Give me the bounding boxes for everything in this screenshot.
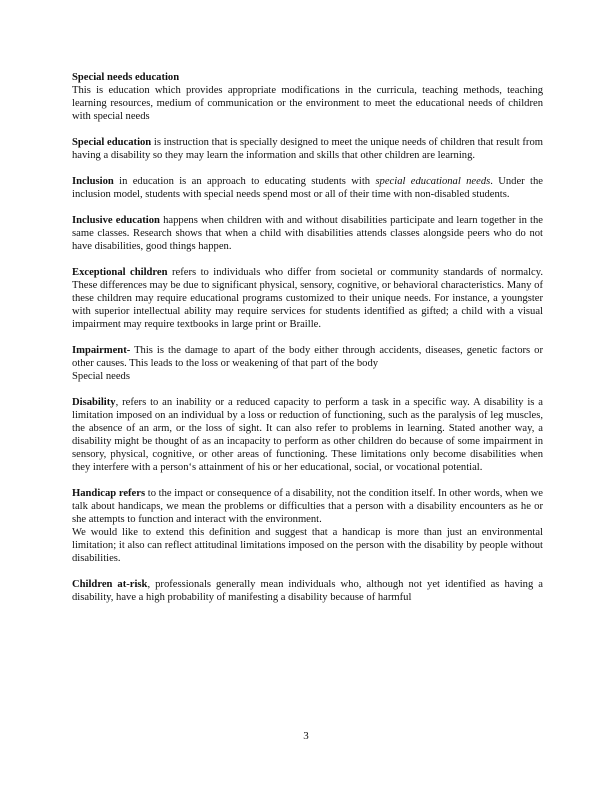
section-special-education bbox=[72, 136, 543, 162]
section-body bbox=[72, 396, 543, 474]
section-impairment bbox=[72, 344, 543, 383]
section-text: , professionals generally mean individuals who, although not yet identified as having a disability, have a high probability of manifesting a disability because of harmful bbox=[72, 579, 543, 603]
section-body bbox=[72, 344, 543, 370]
trailing-line: Special needs bbox=[72, 371, 130, 382]
section-body bbox=[72, 578, 543, 604]
section-body bbox=[72, 175, 543, 201]
section-body bbox=[72, 487, 543, 526]
defined-term: Children at-risk bbox=[72, 579, 148, 590]
defined-term: Disability bbox=[72, 397, 116, 408]
defined-term: Inclusive education bbox=[72, 215, 160, 226]
defined-term: Inclusion bbox=[72, 176, 114, 187]
section-children-at-risk bbox=[72, 578, 543, 604]
section-disability bbox=[72, 396, 543, 474]
italic-phrase: special educational needs bbox=[375, 176, 491, 187]
section-body bbox=[72, 84, 543, 123]
section-text: refers to individuals who differ from societal or community standards of normalcy. These differences may be due to significant physical, sensory, cognitive, or behavioral characteristics. Many of these children may require educational programs customized to their unique needs. For instance, a youngster with superior intellectual ability may require services for students identified as gifted; a child with a visual impairment may require textbooks in large print or Braille. bbox=[72, 267, 544, 330]
section-handicap bbox=[72, 487, 543, 565]
section-inclusion bbox=[72, 175, 543, 201]
section-text: in education is an approach to educating students with bbox=[113, 176, 376, 187]
section-text: This is the damage to apart of the body either through accidents, diseases, genetic factors or other causes. This leads to the loss or weakening of that part of the body bbox=[72, 345, 543, 369]
section-text: happens when children with and without disabilities participate and learn together in the same classes. Research shows that when a child with disabilities attends classes alongside peers who do not have disabilities, good things happen. bbox=[72, 215, 543, 252]
defined-term: Impairment- bbox=[72, 345, 131, 356]
section-inclusive-education bbox=[72, 214, 543, 253]
section-exceptional-children bbox=[72, 266, 543, 331]
defined-term: Handicap refers bbox=[72, 488, 146, 499]
section-text: , refers to an inability or a reduced capacity to perform a task in a specific way. A disability is a limitation imposed on an individual by a loss or reduction of functioning, such as the paralysis of leg muscles, the absence of an arm, or the loss of sight. It can also refer to problems in learning. Stated another way, a disability might be thought of as an incapacity to perform as other children do because of some impairment in sensory, physical, cognitive, or other areas of functioning. These limitations only become disabilities when they interfere with a person‘s attainment of his or her educational, social, or vocational potential. bbox=[72, 397, 543, 473]
section-text: is instruction that is specially designed to meet the unique needs of children that result from having a disability so they may learn the information and skills that other children are learning. bbox=[72, 137, 543, 161]
section-special-needs-education bbox=[72, 71, 543, 123]
section-text: This is education which provides appropriate modifications in the curricula, teaching methods, teaching learning resources, medium of communication or the environment to meet the educational needs of children with special needs bbox=[72, 85, 543, 122]
section-heading: Special needs education bbox=[72, 72, 180, 83]
section-body bbox=[72, 136, 543, 162]
section-second-paragraph: We would like to extend this definition and suggest that a handicap is more than just an environmental limitation; it also can reflect attitudinal limitations imposed on the person with the disability by people without disabilities. bbox=[72, 527, 543, 564]
section-text: . Under the inclusion model, students with special needs spend most or all of their time with non-disabled students. bbox=[72, 176, 543, 200]
defined-term: Exceptional children bbox=[72, 267, 168, 278]
section-body bbox=[72, 214, 543, 253]
defined-term: Special education bbox=[72, 137, 152, 148]
section-body bbox=[72, 266, 543, 331]
page-number: 3 bbox=[303, 730, 309, 742]
document-page bbox=[72, 71, 543, 617]
section-text: to the impact or consequence of a disability, not the condition itself. In other words, when we talk about handicaps, we mean the problems or difficulties that a person with a disability encounters as he or she attempts to function and interact with the environment. bbox=[72, 488, 543, 525]
